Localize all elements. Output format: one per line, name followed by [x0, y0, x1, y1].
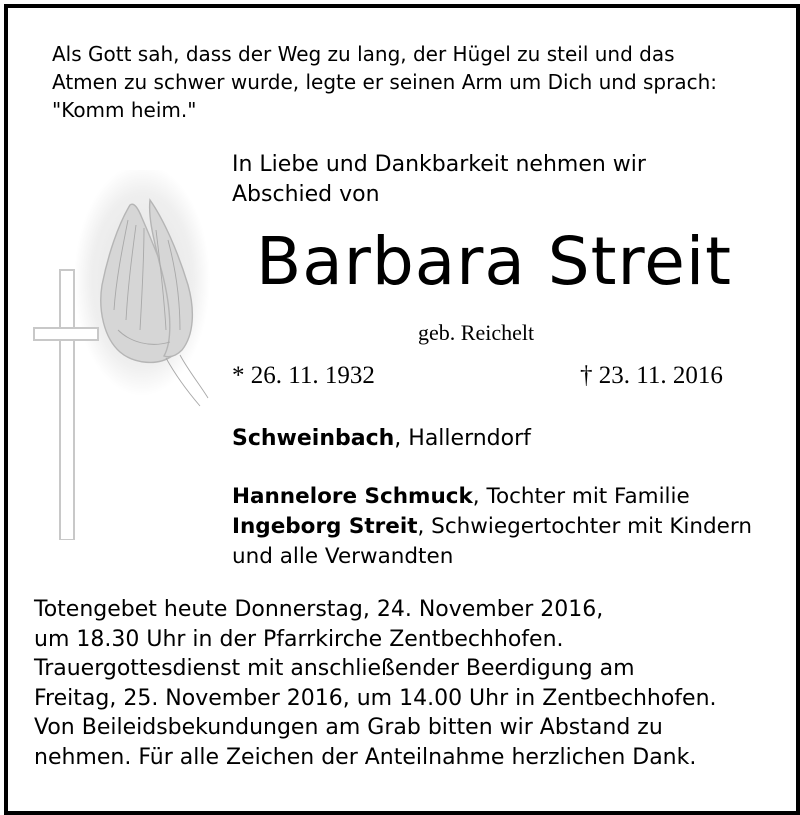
- intro-line: Abschied von: [232, 182, 380, 207]
- place-village: Schweinbach: [232, 426, 395, 451]
- mourner-relation: , Tochter mit Familie: [472, 484, 690, 509]
- place: [232, 426, 531, 451]
- verse: [52, 40, 717, 124]
- place-municipality: , Hallerndorf: [394, 426, 531, 451]
- death-date: † 23. 11. 2016: [580, 362, 723, 389]
- notice-line: Von Beileidsbekundungen am Grab bitten wir Abstand zu: [34, 715, 663, 740]
- notice-line: Trauergottesdienst mit anschließender Beerdigung am: [34, 656, 635, 681]
- intro-text: [232, 150, 646, 210]
- intro-line: In Liebe und Dankbarkeit nehmen wir: [232, 152, 646, 177]
- mourner-relation: , Schwiegertochter mit Kindern: [417, 514, 752, 539]
- notice-line: um 18.30 Uhr in der Pfarrkirche Zentbechhofen.: [34, 626, 564, 652]
- notice-line: nehmen. Für alle Zeichen der Anteilnahme herzlichen Dank.: [34, 744, 697, 770]
- mourners-extra: und alle Verwandten: [232, 544, 454, 569]
- notice-line: Freitag, 25. November 2016, um 14.00 Uhr in Zentbechhofen.: [34, 685, 717, 711]
- mourner-name: Ingeborg Streit: [232, 514, 418, 539]
- service-notice: [34, 595, 717, 772]
- maiden-name: geb. Reichelt: [418, 320, 535, 345]
- praying-hands-cross-icon: [30, 170, 220, 540]
- notice-line: Totengebet heute Donnerstag, 24. November 2016,: [34, 597, 604, 622]
- verse-line: Atmen zu schwer wurde, legte er seinen Arm um Dich und sprach:: [52, 70, 718, 94]
- mourner-name: Hannelore Schmuck: [232, 484, 473, 509]
- mourner-entry: [232, 482, 752, 512]
- deceased-name: Barbara Streit: [256, 223, 733, 300]
- mourner-entry: [232, 512, 752, 542]
- verse-line: Als Gott sah, dass der Weg zu lang, der Hügel zu steil und das: [52, 42, 675, 66]
- birth-date: * 26. 11. 1932: [232, 362, 375, 389]
- mourners: [232, 482, 752, 572]
- verse-line: "Komm heim.": [52, 98, 197, 122]
